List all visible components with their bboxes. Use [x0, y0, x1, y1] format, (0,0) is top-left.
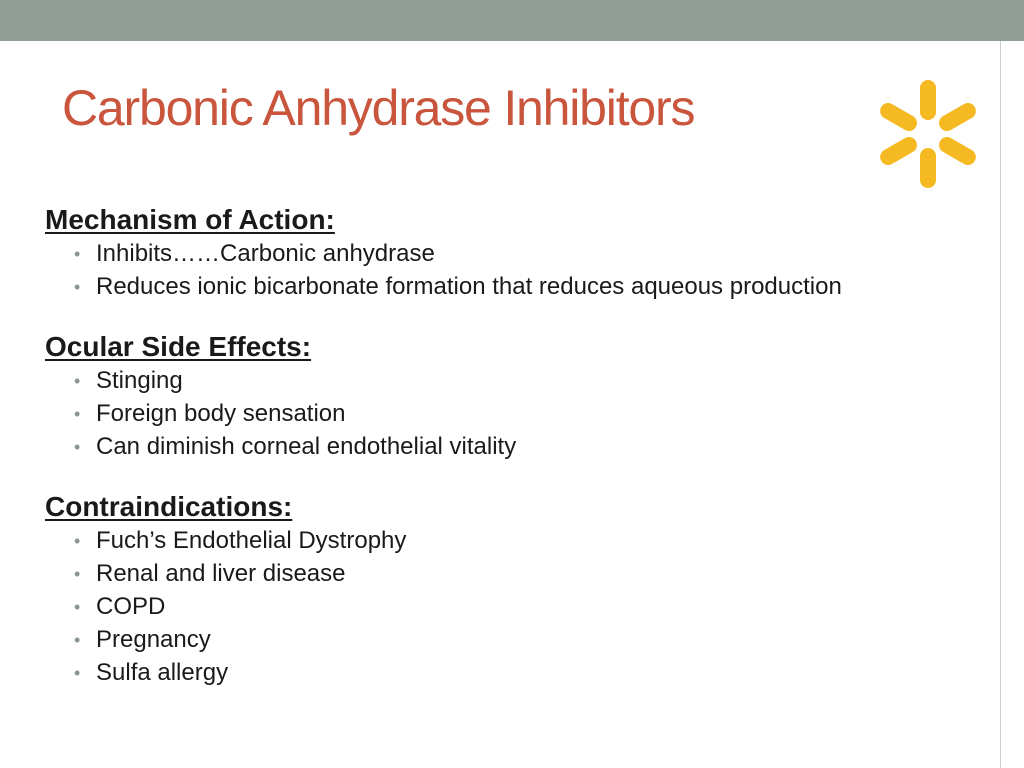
section-mechanism	[45, 203, 985, 300]
bullet-item: • Stinging	[45, 368, 856, 394]
bullet-item: • COPD	[45, 594, 856, 620]
bullet-list	[45, 528, 985, 686]
section-heading: Ocular Side Effects:	[45, 331, 312, 362]
spark-logo-rays	[877, 80, 979, 188]
slide-content	[45, 203, 985, 686]
bullet-item: • Renal and liver disease	[45, 561, 856, 587]
bullet-list	[45, 241, 985, 300]
spark-logo-icon	[872, 76, 984, 192]
bullet-item: • Foreign body sensation	[45, 401, 856, 427]
section-ocular-side-effects	[45, 330, 985, 460]
bullet-item: • Fuch’s Endothelial Dystrophy	[45, 528, 856, 554]
top-banner-bar	[0, 0, 1024, 41]
slide-title: Carbonic Anhydrase Inhibitors	[62, 80, 695, 136]
bullet-item: • Reduces ionic bicarbonate formation that reduces aqueous production	[45, 274, 856, 300]
bullet-item: • Can diminish corneal endothelial vitality	[45, 434, 856, 460]
bullet-list	[45, 368, 985, 460]
bullet-item: • Sulfa allergy	[45, 660, 856, 686]
section-heading: Contraindications:	[45, 491, 293, 522]
bullet-item: • Pregnancy	[45, 627, 856, 653]
section-heading: Mechanism of Action:	[45, 204, 335, 235]
section-contraindications	[45, 490, 985, 686]
bullet-item: • Inhibits……Carbonic anhydrase	[45, 241, 856, 267]
right-divider	[1000, 41, 1001, 768]
